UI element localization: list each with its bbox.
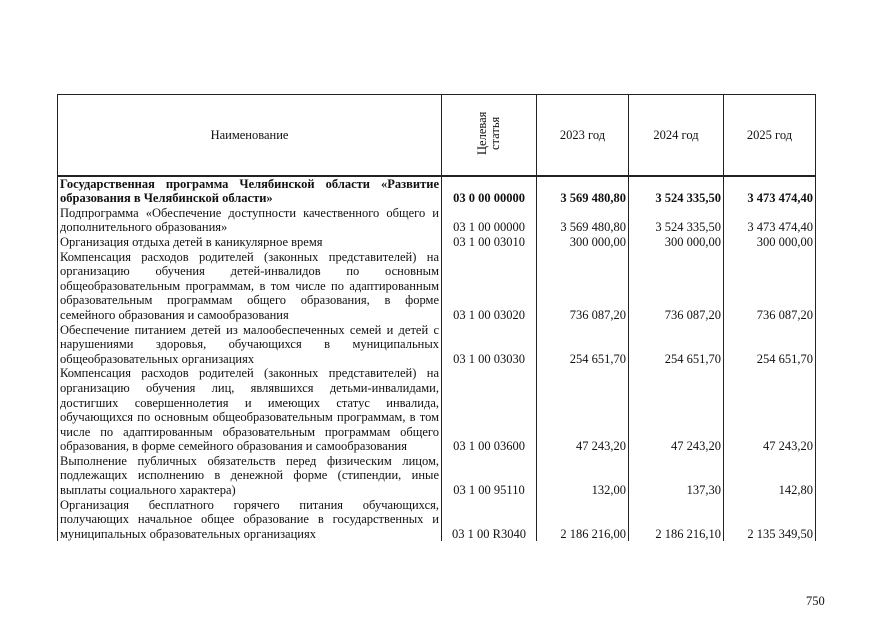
row-code: 03 1 00 03030 (442, 323, 537, 367)
row-code: 03 1 00 95110 (442, 454, 537, 498)
table-row (58, 498, 816, 542)
row-2023: 3 569 480,80 (537, 206, 629, 235)
header-2024: 2024 год (629, 95, 724, 176)
row-2025: 3 473 474,40 (724, 206, 816, 235)
header-row (58, 95, 816, 176)
table-row (58, 235, 816, 250)
row-2023: 254 651,70 (537, 323, 629, 367)
row-name: Компенсация расходов родителей (законных представителей) на организацию обучения лиц, являвшихся детьми-инвалидами, достигших совершеннолетия и имеющих статус инвалида, обучающихся по основным общеобразовательным программам, в том числе по адаптированным образовательным программам общего образования, в форме семейного образования и самообразования (58, 366, 442, 454)
header-code-label: Целевая статья (475, 111, 502, 155)
header-2025: 2025 год (724, 95, 816, 176)
row-code: 03 1 00 00000 (442, 206, 537, 235)
row-name: Организация отдыха детей в каникулярное время (58, 235, 442, 250)
row-2024: 3 524 335,50 (629, 176, 724, 206)
row-code: 03 1 00 03010 (442, 235, 537, 250)
row-name: Организация бесплатного горячего питания обучающихся, получающих начальное общее образование в государственных и муниципальных образовательных организациях (58, 498, 442, 542)
page-number: 750 (806, 594, 825, 608)
header-name: Наименование (58, 95, 442, 176)
row-2023: 3 569 480,80 (537, 176, 629, 206)
row-name: Обеспечение питанием детей из малообеспеченных семей и детей с нарушениями здоровья, обучающихся в муниципальных общеобразовательных организациях (58, 323, 442, 367)
row-2025: 736 087,20 (724, 250, 816, 323)
header-2023: 2023 год (537, 95, 629, 176)
table-row (58, 454, 816, 498)
table-row (58, 206, 816, 235)
row-code: 03 0 00 00000 (442, 176, 537, 206)
row-name: Подпрограмма «Обеспечение доступности качественного общего и дополнительного образования» (58, 206, 442, 235)
row-2025: 2 135 349,50 (724, 498, 816, 542)
row-2024: 47 243,20 (629, 366, 724, 454)
budget-table (57, 94, 816, 541)
row-2024: 300 000,00 (629, 235, 724, 250)
row-code: 03 1 00 03020 (442, 250, 537, 323)
header-code (442, 95, 537, 176)
row-code: 03 1 00 03600 (442, 366, 537, 454)
row-2024: 736 087,20 (629, 250, 724, 323)
row-name: Государственная программа Челябинской области «Развитие образования в Челябинской области» (58, 176, 442, 206)
row-2023: 132,00 (537, 454, 629, 498)
row-2024: 137,30 (629, 454, 724, 498)
table-row (58, 250, 816, 323)
row-name: Выполнение публичных обязательств перед физическим лицом, подлежащих исполнению в денежной форме (стипендии, иные выплаты социального характера) (58, 454, 442, 498)
row-2025: 47 243,20 (724, 366, 816, 454)
row-2025: 142,80 (724, 454, 816, 498)
row-name: Компенсация расходов родителей (законных представителей) на организацию обучения детей-инвалидов по основным общеобразовательным программам, в том числе по адаптированным образовательным программам общего образования, в форме семейного образования и самообразования (58, 250, 442, 323)
row-2023: 2 186 216,00 (537, 498, 629, 542)
row-2023: 300 000,00 (537, 235, 629, 250)
table-row (58, 176, 816, 206)
row-2025: 3 473 474,40 (724, 176, 816, 206)
row-2025: 300 000,00 (724, 235, 816, 250)
row-2024: 3 524 335,50 (629, 206, 724, 235)
row-2024: 2 186 216,10 (629, 498, 724, 542)
row-2025: 254 651,70 (724, 323, 816, 367)
row-code: 03 1 00 R3040 (442, 498, 537, 542)
row-2023: 47 243,20 (537, 366, 629, 454)
table-row (58, 323, 816, 367)
row-2023: 736 087,20 (537, 250, 629, 323)
row-2024: 254 651,70 (629, 323, 724, 367)
table-row (58, 366, 816, 454)
